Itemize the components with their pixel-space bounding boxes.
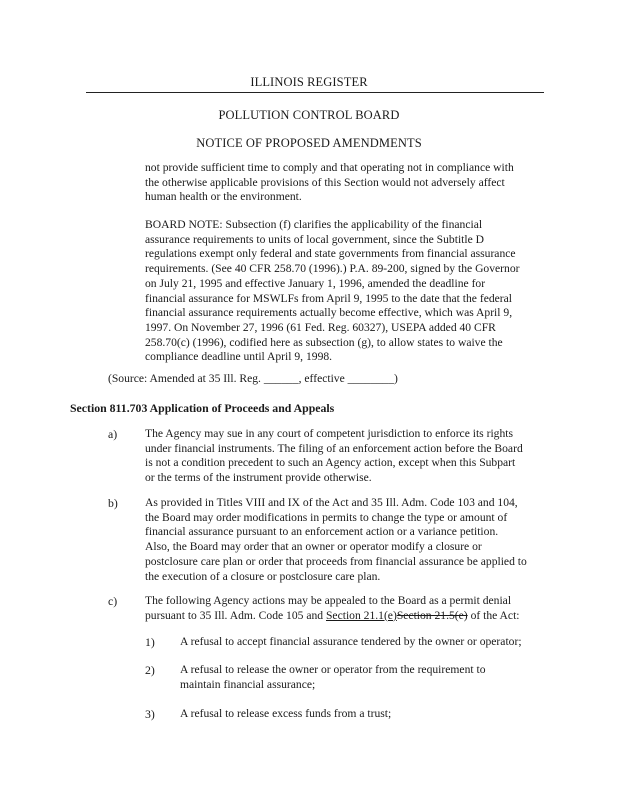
board-note-line: financial assurance requirements actually become effective, which was April 9, <box>145 306 513 320</box>
subsection-line: the Board may order modifications in permits to change the type or amount of <box>145 510 508 524</box>
subsection-label: a) <box>108 427 118 441</box>
inserted-citation: Section 21.1(e) <box>325 608 397 622</box>
item-label: 2) <box>145 663 155 677</box>
subsection-line: under financial instruments. The filing of an enforcement action before the Board <box>145 441 523 455</box>
board-note <box>145 218 545 365</box>
continuation-paragraph <box>145 161 545 205</box>
board-note-line: financial assurance for MSWLFs from April 9, 1995 to the date that the federal <box>145 291 513 305</box>
item-label: 1) <box>145 635 155 649</box>
subsection-c-text <box>145 594 545 623</box>
subsection-line: is not a condition precedent to such an Agency action, except when this Subpart <box>145 456 516 470</box>
deleted-citation: Section 21.5(e) <box>396 608 468 622</box>
subsection-line: As provided in Titles VIII and IX of the Act and 35 Ill. Adm. Code 103 and 104, <box>145 496 518 509</box>
board-note-line: regulations exempt only federal and state governments from financial assurance <box>145 247 516 261</box>
continuation-line: not provide sufficient time to comply and that operating not in compliance with <box>145 161 514 174</box>
item-1-text <box>180 635 545 650</box>
subsection-line: The following Agency actions may be appealed to the Board as a permit denial <box>145 594 512 607</box>
board-note-line: BOARD NOTE: Subsection (f) clarifies the applicability of the financial <box>145 218 483 231</box>
section-heading: Section 811.703 Application of Proceeds and Appeals <box>70 401 335 415</box>
subsection-c-text-post: of the Act: <box>467 608 520 622</box>
item-line: A refusal to release excess funds from a trust; <box>180 707 392 720</box>
subsection-line: the execution of a closure or postclosure care plan. <box>145 569 381 583</box>
item-3-text <box>180 707 545 722</box>
subsection-label: b) <box>108 496 118 510</box>
subsection-line: The Agency may sue in any court of competent jurisdiction to enforce its rights <box>145 427 514 440</box>
header-rule <box>86 92 544 93</box>
subsection-line: or the terms of the instrument provide otherwise. <box>145 471 372 485</box>
subsection-c-text-pre: pursuant to 35 Ill. Adm. Code 105 and <box>145 608 326 622</box>
continuation-line: the otherwise applicable provisions of this Section would not adversely affect <box>145 175 505 189</box>
board-note-line: 258.70(c) (1996), codified here as subsection (g), to allow states to waive the <box>145 335 503 349</box>
board-note-line: assurance requirements to units of local government, since the Subtitle D <box>145 232 485 246</box>
subsection-line: postclosure care plan or order that proceeds from financial assurance be applied to <box>145 554 527 568</box>
register-title: ILLINOIS REGISTER <box>250 75 368 89</box>
subsection-line: Also, the Board may order that an owner or operator modify a closure or <box>145 540 482 554</box>
board-title: POLLUTION CONTROL BOARD <box>218 108 400 122</box>
item-label: 3) <box>145 707 155 721</box>
board-note-line: requirements. (See 40 CFR 258.70 (1996).) P.A. 89-200, signed by the Governor <box>145 262 520 276</box>
subsection-label: c) <box>108 594 118 608</box>
item-line: A refusal to release the owner or operator from the requirement to <box>180 663 486 676</box>
notice-title: NOTICE OF PROPOSED AMENDMENTS <box>196 136 422 150</box>
item-2-text <box>180 663 545 692</box>
subsection-line <box>145 609 545 624</box>
board-note-line: on July 21, 1995 and effective January 1, 1996, amended the deadline for <box>145 276 486 290</box>
subsection-line: financial assurance pursuant to an enforcement action or a variance petition. <box>145 525 499 539</box>
board-note-line: 1997. On November 27, 1996 (61 Fed. Reg. 60327), USEPA added 40 CFR <box>145 320 496 334</box>
source-note: (Source: Amended at 35 Ill. Reg. ______, effective ________) <box>108 372 398 385</box>
item-line: A refusal to accept financial assurance tendered by the owner or operator; <box>180 635 522 648</box>
continuation-line: human health or the environment. <box>145 190 302 204</box>
subsection-a-text <box>145 427 545 486</box>
subsection-b-text <box>145 496 545 584</box>
item-line: maintain financial assurance; <box>180 677 316 691</box>
board-note-line: compliance deadline until April 9, 1998. <box>145 350 333 364</box>
